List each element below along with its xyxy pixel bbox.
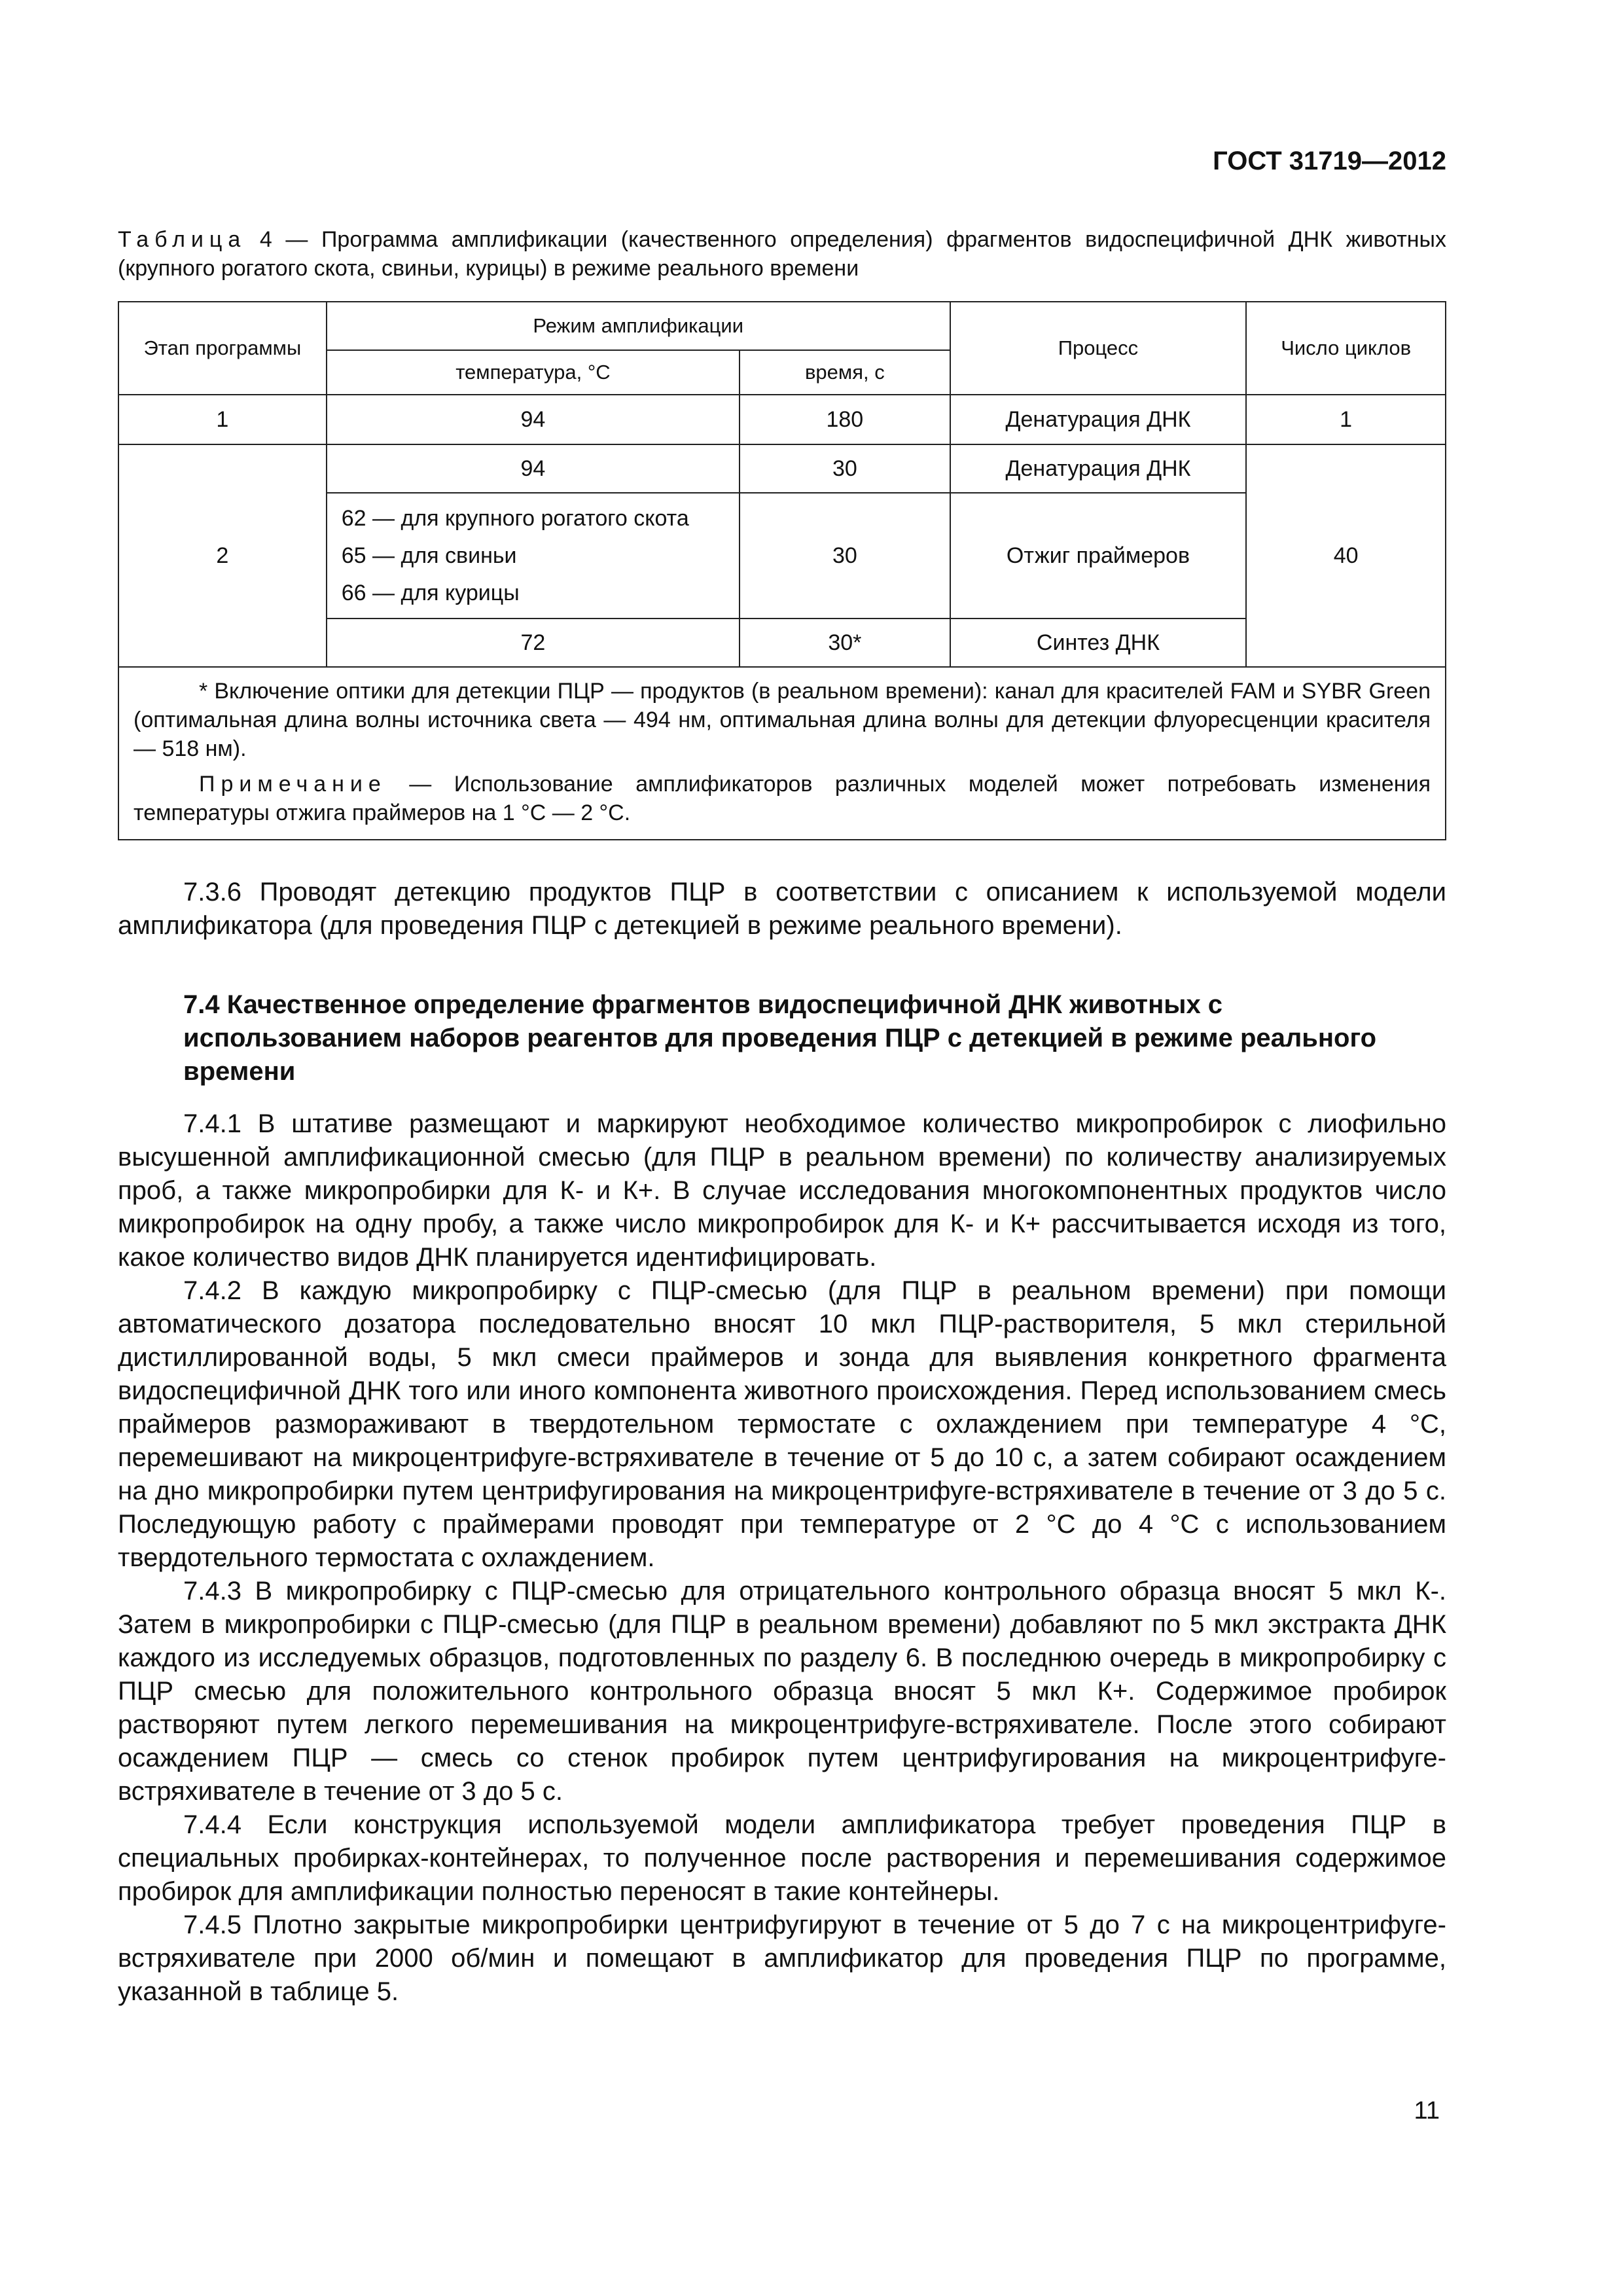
table-notes-row bbox=[118, 667, 1446, 840]
table-notes bbox=[118, 667, 1446, 840]
section-7-4-body bbox=[118, 1107, 1446, 2009]
table-caption-text: 4 — Программа амплификации (качественного определения) фрагментов видоспецифичной ДНК животных (крупного рогатого скота, свиньи, курицы) в режиме реального времени bbox=[118, 227, 1446, 281]
header-mode: Режим амплификации bbox=[327, 302, 950, 350]
amplification-table bbox=[118, 301, 1446, 840]
paragraph-7-3-6-block bbox=[118, 876, 1446, 942]
cell-temperature: 94 bbox=[327, 444, 740, 493]
table-header-row bbox=[118, 302, 1446, 350]
table-row bbox=[118, 395, 1446, 444]
cell-time: 180 bbox=[740, 395, 950, 444]
table-note bbox=[134, 770, 1431, 827]
temperature-line: 65 — для свиньи bbox=[341, 543, 517, 568]
header-temperature: температура, °С bbox=[327, 350, 740, 395]
cell-time: 30 bbox=[740, 444, 950, 493]
cell-process: Отжиг праймеров bbox=[950, 493, 1247, 619]
cell-temperature: 94 bbox=[327, 395, 740, 444]
note-text: — Использование амплификаторов различных моделей может потребовать изменения температуры отжига праймеров на 1 °С — 2 °С. bbox=[134, 772, 1431, 825]
paragraph-7-4-4: 7.4.4 Если конструкция используемой модели амплификатора требует проведения ПЦР в специальных пробирках-контейнерах, то полученное после растворения и перемешивания содержимое пробирок для амплификации полностью переносят в такие контейнеры. bbox=[118, 1810, 1446, 1906]
paragraph-7-4-2: 7.4.2 В каждую микропробирку с ПЦР-смесью (для ПЦР в реальном времени) при помощи автоматического дозатора последовательно вносят 10 мкл ПЦР-растворителя, 5 мкл стерильной дистиллированной воды, 5 мкл смеси праймеров и зонда для выявления конкретного фрагмента видоспецифичной ДНК того или иного компонента животного происхождения. Перед использованием смесь праймеров размораживают в твердотельном термостате с охлаждением при температуре 4 °С, перемешивают на микроцентрифуге-встряхивателе в течение от 5 до 10 с, а затем собирают осаждением на дно микропробирки путем центрифугирования на микроцентрифуге-встряхивателе в течение от 3 до 5 с. Последующую работу с праймерами проводят при температуре от 2 °С до 4 °С с использованием твердотельного термостата с охлаждением. bbox=[118, 1276, 1446, 1572]
table-row bbox=[118, 444, 1446, 493]
standard-header: ГОСТ 31719—2012 bbox=[1213, 147, 1446, 175]
cell-stage: 1 bbox=[118, 395, 327, 444]
table-footnote: * Включение оптики для детекции ПЦР — продуктов (в реальном времени): канал для красителей FAM и SYBR Green (оптимальная длина волны источника света — 494 нм, оптимальная длина волны для детекции флуоресценции красителя — 518 нм). bbox=[134, 679, 1431, 761]
cell-time: 30* bbox=[740, 619, 950, 667]
cell-process: Денатурация ДНК bbox=[950, 444, 1247, 493]
cell-process: Синтез ДНК bbox=[950, 619, 1247, 667]
paragraph-7-4-5: 7.4.5 Плотно закрытые микропробирки центрифугируют в течение от 5 до 7 с на микроцентрифуге-встряхивателе при 2000 об/мин и помещают в амплификатор для проведения ПЦР по программе, указанной в таблице 5. bbox=[118, 1910, 1446, 2006]
cell-cycles: 1 bbox=[1246, 395, 1446, 444]
cell-process: Денатурация ДНК bbox=[950, 395, 1247, 444]
temperature-line: 66 — для курицы bbox=[341, 580, 520, 605]
cell-stage: 2 bbox=[118, 444, 327, 667]
table-caption bbox=[118, 225, 1446, 283]
header-process: Процесс bbox=[950, 302, 1247, 395]
table-caption-label: Таблица bbox=[118, 227, 247, 252]
cell-temperature-variants bbox=[327, 493, 740, 619]
cell-cycles: 40 bbox=[1246, 444, 1446, 667]
temperature-line: 62 — для крупного рогатого скота bbox=[341, 505, 689, 531]
paragraph-7-4-3: 7.4.3 В микропробирку с ПЦР-смесью для отрицательного контрольного образца вносят 5 мкл К-. Затем в микропробирки с ПЦР-смесью (для ПЦР в реальном времени) добавляют по 5 мкл экстракта ДНК каждого из исследуемых образцов, подготовленных по разделу 6. В последнюю очередь в микропробирку с ПЦР смесью для положительного контрольного образца вносят 5 мкл К+. Содержимое пробирок растворяют путем легкого перемешивания на микроцентрифуге-встряхивателе. После этого собирают осаждением ПЦР — смесь со стенок пробирок путем центрифугирования на микроцентрифуге-встряхивателе в течение от 3 до 5 с. bbox=[118, 1577, 1446, 1806]
header-cycles: Число циклов bbox=[1246, 302, 1446, 395]
page-number: 11 bbox=[1414, 2097, 1440, 2125]
header-time: время, с bbox=[740, 350, 950, 395]
cell-temperature: 72 bbox=[327, 619, 740, 667]
cell-time: 30 bbox=[740, 493, 950, 619]
note-label: Примечание bbox=[199, 772, 387, 797]
paragraph-7-4-1: 7.4.1 В штативе размещают и маркируют необходимое количество микропробирок с лиофильно высушенной амплификационной смесью (для ПЦР в реальном времени) по количеству анализируемых проб, а также микропробирки для К- и К+. В случае исследования многокомпонентных продуктов число микропробирок на одну пробу, а также число микропробирок для К- и К+ рассчитывается исходя из того, какое количество видов ДНК планируется идентифицировать. bbox=[118, 1109, 1446, 1272]
paragraph-7-3-6: 7.3.6 Проводят детекцию продуктов ПЦР в соответствии с описанием к используемой модели амплификатора (для проведения ПЦР с детекцией в режиме реального времени). bbox=[118, 878, 1446, 940]
section-7-4-title: 7.4 Качественное определение фрагментов видоспецифичной ДНК животных с использованием наборов реагентов для проведения ПЦР с детекцией в режиме реального времени bbox=[183, 990, 1377, 1086]
header-stage: Этап программы bbox=[118, 302, 327, 395]
